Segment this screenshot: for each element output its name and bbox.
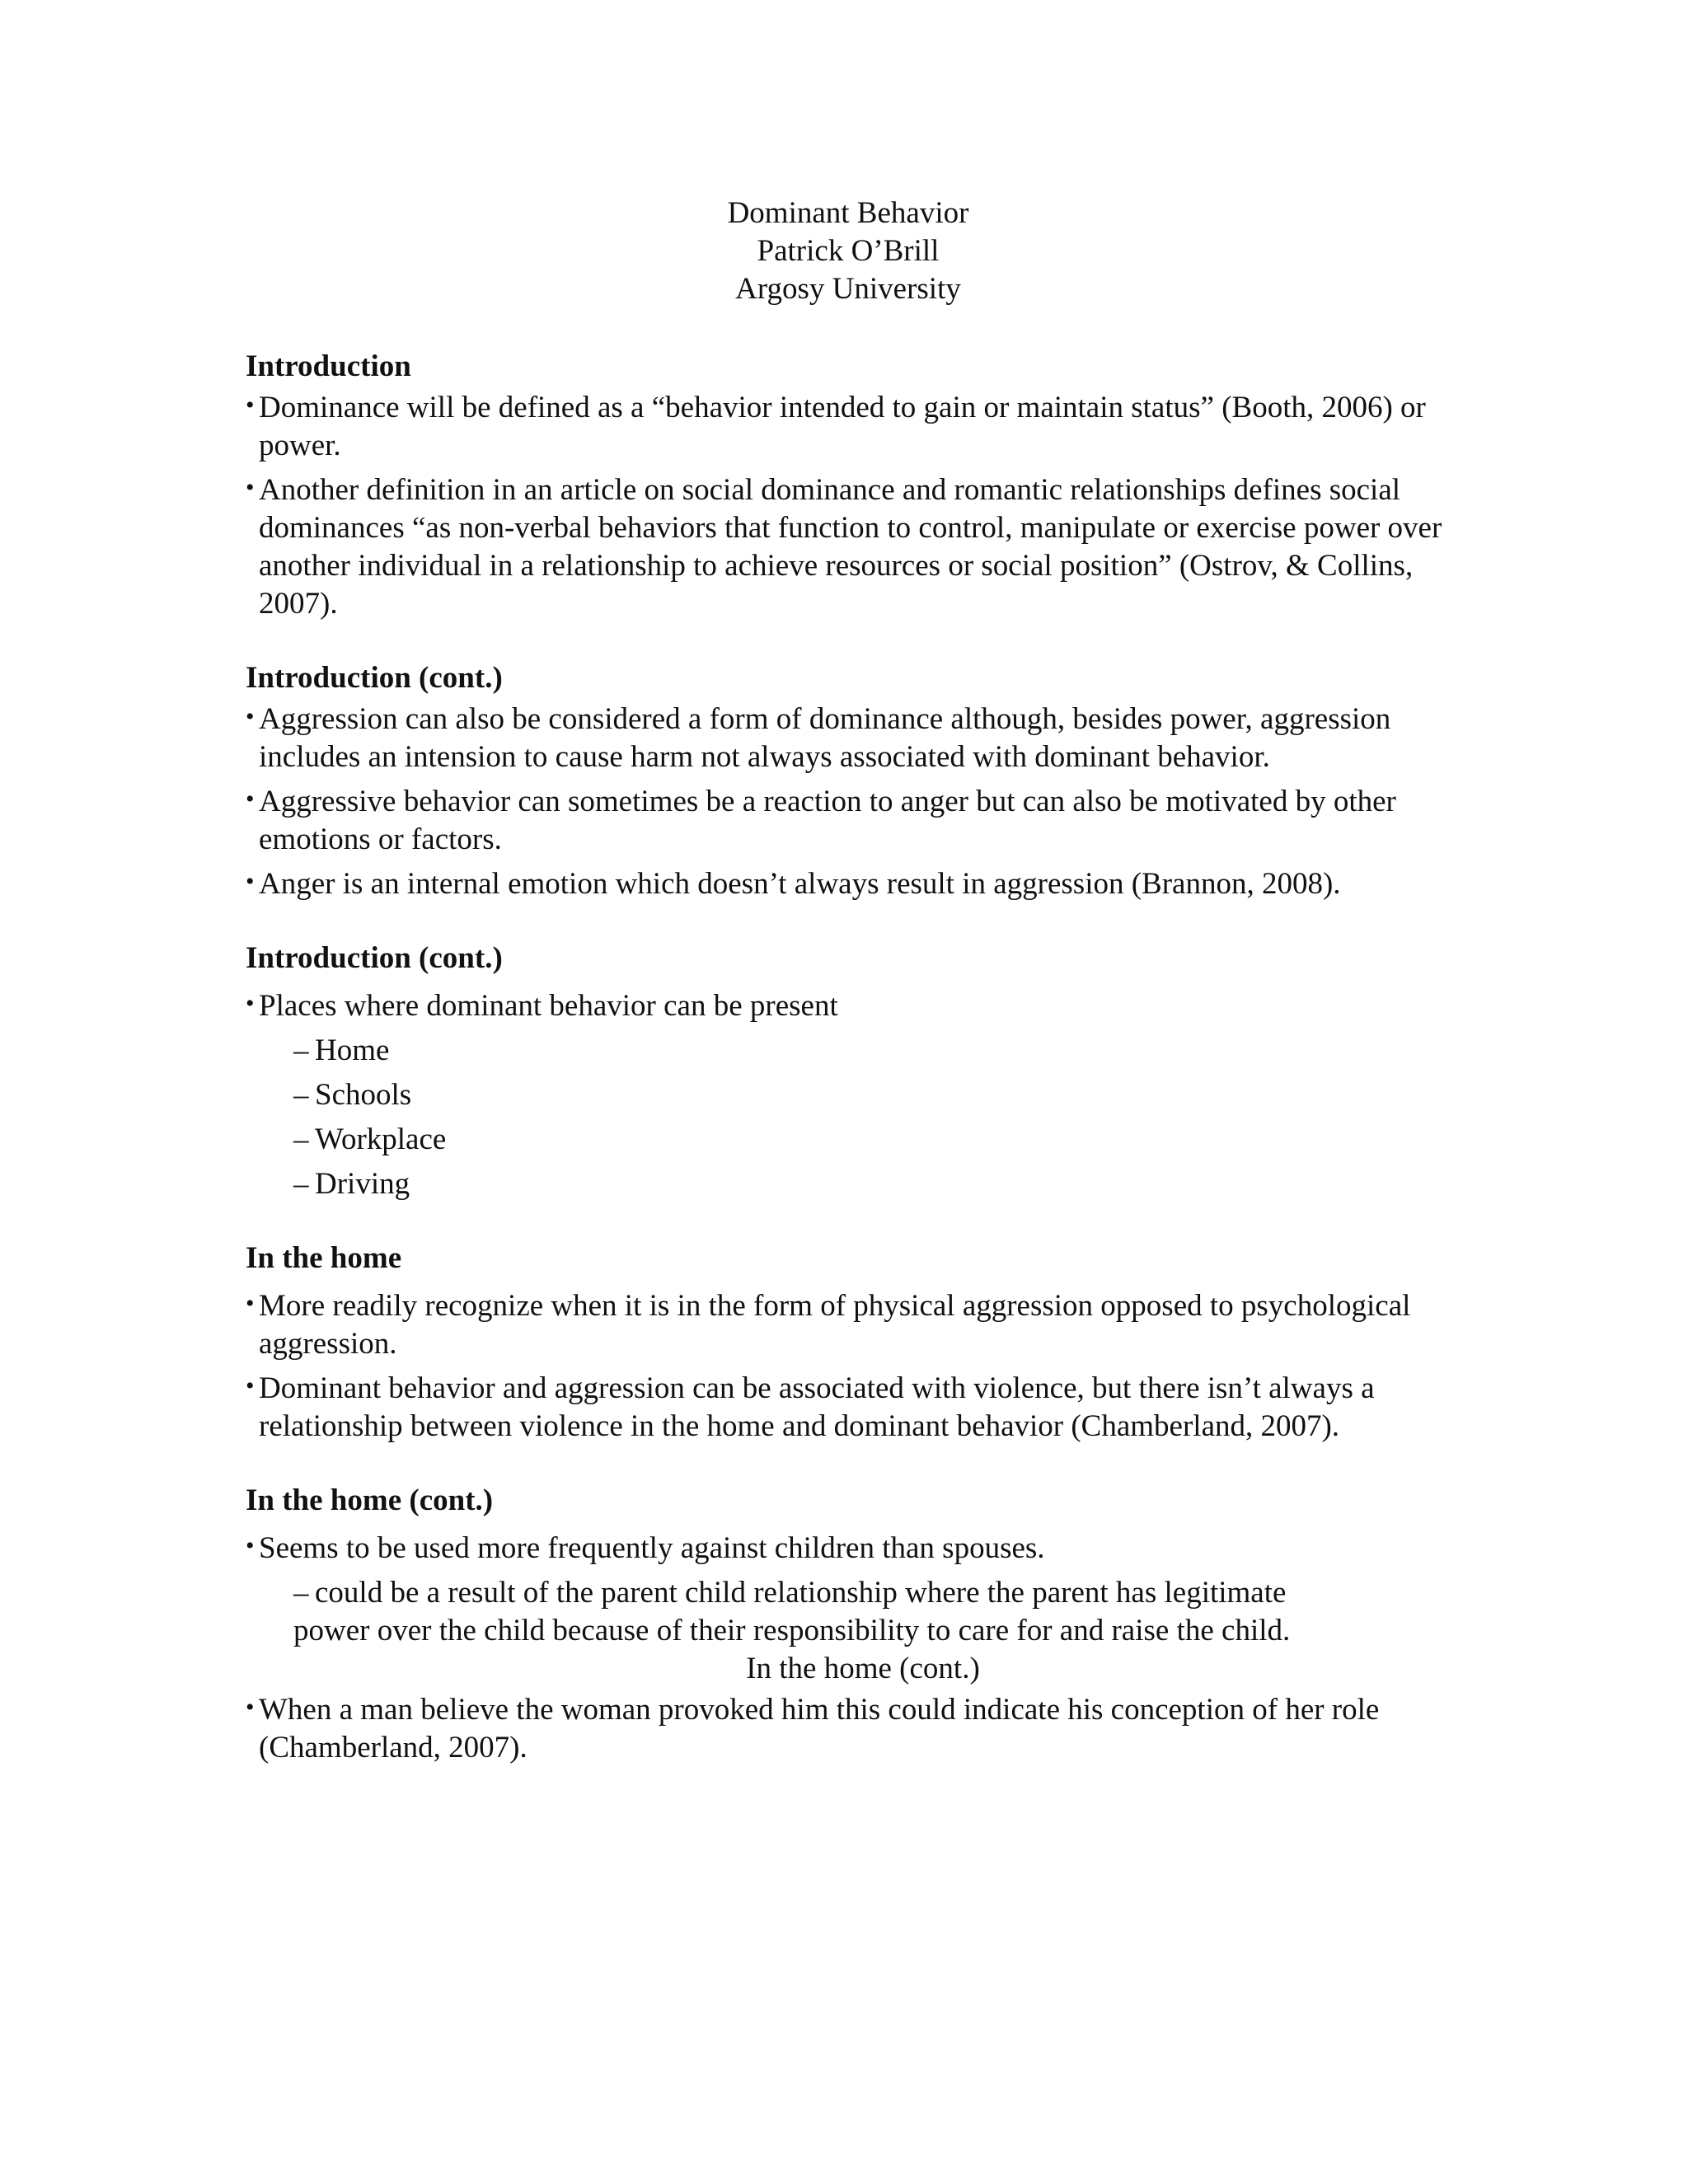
sub-item-line: power over the child because of their responsibility to care for and raise the child. — [293, 1614, 1291, 1647]
bullet-paragraph — [246, 471, 1457, 623]
bullet-text: Anger is an internal emotion which doesn’t always result in aggression (Brannon, 2008). — [259, 867, 1341, 901]
section-in-the-home — [246, 1240, 1457, 1446]
bullet-paragraph — [246, 1691, 1457, 1767]
sub-list-item — [293, 1121, 1457, 1159]
bullet-text: Places where dominant behavior can be present — [259, 989, 838, 1023]
sub-item-text: Workplace — [315, 1122, 447, 1156]
sub-item-text: Home — [315, 1033, 390, 1067]
dash-icon: – — [293, 1122, 309, 1156]
bullet-paragraph — [246, 1530, 1457, 1568]
bullet-paragraph — [246, 1287, 1457, 1363]
author-name: Patrick O’Brill — [757, 234, 940, 268]
section-introduction-cont-2 — [246, 940, 1457, 1203]
dash-icon: – — [293, 1078, 309, 1112]
sub-list-item — [293, 1032, 1457, 1070]
bullet-icon: • — [246, 868, 255, 895]
bullet-text: When a man believe the woman provoked him this could indicate his conception of her role (Chamberland, 2007). — [259, 1693, 1380, 1765]
sub-item-text: Driving — [315, 1167, 410, 1201]
bullet-text: Another definition in an article on social dominance and romantic relationships defines social dominances “as non-verbal behaviors that function to control, manipulate or exercise power over another individual in a relationship to achieve resources or social position” (Ostrov, & Collins, 2007). — [259, 473, 1442, 621]
section-heading: In the home (cont.) — [246, 1483, 494, 1517]
sub-list-item — [293, 1574, 1457, 1688]
section-heading: Introduction — [246, 349, 411, 383]
document-body — [246, 348, 1457, 1767]
section-introduction-cont — [246, 659, 1457, 903]
bullet-text: Seems to be used more frequently against children than spouses. — [259, 1531, 1045, 1565]
bullet-icon: • — [246, 1290, 255, 1317]
bullet-text: More readily recognize when it is in the form of physical aggression opposed to psychological aggression. — [259, 1289, 1411, 1361]
section-heading: Introduction (cont.) — [246, 661, 503, 695]
dash-icon: – — [293, 1033, 309, 1067]
bullet-icon: • — [246, 474, 255, 501]
section-introduction — [246, 348, 1457, 623]
sub-item-line — [293, 1574, 1457, 1612]
bullet-icon: • — [246, 1694, 255, 1721]
bullet-icon: • — [246, 990, 255, 1017]
section-heading: In the home — [246, 1241, 402, 1275]
bullet-paragraph — [246, 701, 1457, 776]
sub-list-item — [293, 1165, 1457, 1203]
bullet-text: Aggression can also be considered a form of dominance although, besides power, aggression includes an intension to cause harm not always associated with dominant behavior. — [259, 702, 1391, 774]
bullet-paragraph — [246, 865, 1457, 903]
bullet-paragraph — [246, 1370, 1457, 1446]
bullet-icon: • — [246, 1532, 255, 1559]
document-title: Dominant Behavior — [727, 196, 969, 230]
bullet-icon: • — [246, 1372, 255, 1399]
dash-icon: – — [293, 1167, 309, 1201]
section-heading: Introduction (cont.) — [246, 941, 503, 975]
bullet-text: Dominant behavior and aggression can be associated with violence, but there isn’t always a relationship between violence in the home and dominant behavior (Chamberland, 2007). — [259, 1371, 1375, 1443]
institution-name: Argosy University — [735, 272, 961, 306]
sub-item-text: could be a result of the parent child relationship where the parent has legitimate — [315, 1576, 1287, 1610]
section-in-the-home-cont — [246, 1482, 1457, 1767]
sub-item-text: Schools — [315, 1078, 412, 1112]
bullet-icon: • — [246, 391, 255, 419]
bullet-paragraph — [246, 783, 1457, 859]
bullet-paragraph — [246, 389, 1457, 465]
sub-list-item — [293, 1076, 1457, 1114]
inline-heading: In the home (cont.) — [746, 1652, 980, 1685]
title-block — [0, 194, 1688, 308]
dash-icon: – — [293, 1576, 309, 1610]
bullet-paragraph — [246, 987, 1457, 1025]
bullet-icon: • — [246, 785, 255, 813]
bullet-text: Dominance will be defined as a “behavior intended to gain or maintain status” (Booth, 2006) or power. — [259, 391, 1426, 462]
bullet-icon: • — [246, 703, 255, 730]
bullet-text: Aggressive behavior can sometimes be a reaction to anger but can also be motivated by other emotions or factors. — [259, 785, 1396, 856]
